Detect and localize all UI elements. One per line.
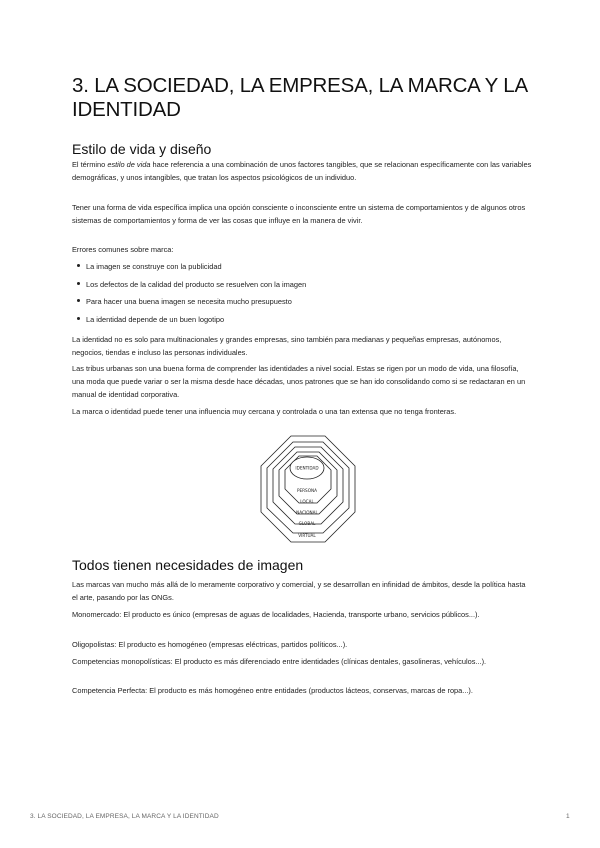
paragraph-influencia: La marca o identidad puede tener una influencia muy cercana y controlada o una tan extensa que no tenga fronteras. (72, 407, 457, 416)
emphasized-term: estilo de vida (107, 160, 151, 169)
paragraph-forma-de-vida: Tener una forma de vida específica implica una opción consciente o inconsciente entre un sistema de comportamientos y de algunos otros sistemas de comportamientos y forma de ver las cosas que influye en la manera de vivir. (72, 203, 526, 225)
paragraph-estilo-de-vida-definition (72, 158, 532, 184)
layer-label-virtual: VIRTUAL (298, 533, 316, 538)
paragraph-monomercado: Monomercado: El producto es único (empresas de aguas de localidades, Hacienda, transporte urbano, servicios públicos...). (72, 610, 480, 619)
layer-label-nacional: NACIONAL (296, 510, 318, 515)
list-item (72, 260, 512, 278)
bullet-icon (77, 317, 80, 320)
section-heading-estilo-de-vida: Estilo de vida y diseño (72, 141, 212, 157)
list-item (72, 295, 512, 313)
identity-layers-diagram (250, 430, 366, 550)
list-item-text: Para hacer una buena imagen se necesita mucho presupuesto (86, 297, 292, 306)
list-item-text: Los defectos de la calidad del producto se resuelven con la imagen (86, 279, 307, 289)
paragraph-competencia-perfecta: Competencia Perfecta: El producto es más homogéneo entre entidades (productos lácteos, conservas, marcas de ropa...). (72, 686, 473, 695)
layer-label-identidad: IDENTIDAD (295, 465, 319, 471)
bullet-icon (77, 282, 80, 285)
page-title: 3. LA SOCIEDAD, LA EMPRESA, LA MARCA Y LA IDENTIDAD (72, 74, 527, 121)
paragraph-identidad-scope: La identidad no es solo para multinacionales y grandes empresas, sino también para medianas y pequeñas empresas, autónomos, negocios, tiendas e incluso las personas individuales. (72, 335, 502, 357)
bullet-icon (77, 299, 80, 302)
bullet-icon (77, 264, 80, 267)
paragraph-text: El término (72, 160, 108, 169)
paragraph-text: hace referencia a una combinación de unos factores tangibles, que se relacionan específicamente con las variables demográficas, y unos intangibles, que tratan los aspectos psicológicos de un individuo. (72, 160, 532, 182)
section-heading-necesidades-de-imagen: Todos tienen necesidades de imagen (72, 557, 304, 573)
list-item-text: La identidad depende de un buen logotipo (86, 314, 225, 324)
layer-label-global: GLOBAL (298, 521, 316, 526)
footer-page-number: 1 (566, 813, 570, 820)
paragraph-competencias-monopolisticas: Competencias monopolísticas: El producto es más diferenciado entre identidades (clínicas dentales, gasolineras, vehículos...). (72, 657, 487, 666)
layer-label-persona: PERSONA (296, 488, 318, 493)
list-item (72, 313, 512, 331)
list-item-text: La imagen se construye con la publicidad (86, 262, 222, 271)
footer-running-title: 3. LA SOCIEDAD, LA EMPRESA, LA MARCA Y LA IDENTIDAD (30, 813, 219, 820)
errors-intro: Errores comunes sobre marca: (72, 245, 174, 254)
paragraph-tribus-urbanas: Las tribus urbanas son una buena forma de comprender las identidades a nivel social. Estas se rigen por un modo de vida, una filosofía, una moda que puede variar o ser la misma desde hace décadas, unos patrones que se han ido consolidando como si se redactaran en un manual de identidad corporativa. (72, 364, 526, 399)
paragraph-oligopolistas: Oligopolistas: El producto es homogéneo (empresas eléctricas, partidos políticos...). (72, 640, 348, 649)
errors-list (72, 260, 512, 330)
paragraph-ambitos: Las marcas van mucho más allá de lo meramente corporativo y comercial, y se desarrollan en infinidad de ámbitos, desde la política hasta el arte, pasando por las ONGs. (72, 580, 526, 602)
list-item (72, 278, 512, 296)
layer-label-local: LOCAL (300, 499, 314, 504)
